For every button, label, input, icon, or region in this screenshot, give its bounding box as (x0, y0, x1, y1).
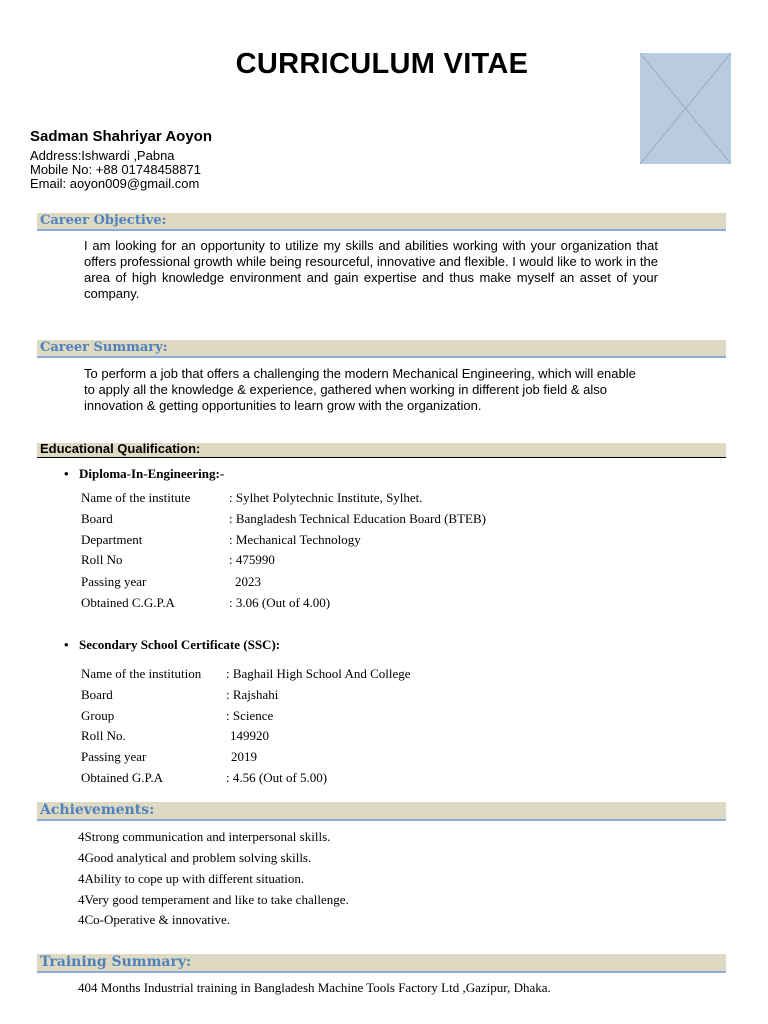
profile-photo (640, 53, 731, 164)
bullet-icon: • (64, 637, 69, 652)
row-label: Board (81, 687, 113, 702)
career-objective-text: I am looking for an opportunity to utilize my skills and abilities working with your organization that offers professional growth while being resourceful, innovative and flexible. I would like to work in the area of high knowledge environment and gain expertise and thus make myself an asset of your company. (84, 238, 658, 301)
row-label: Roll No (81, 552, 123, 567)
row-value: : Sylhet Polytechnic Institute, Sylhet. (229, 490, 423, 505)
row-label: Group (81, 708, 115, 723)
training-header (37, 954, 726, 973)
row-value: : Mechanical Technology (229, 532, 361, 547)
row-value: 2019 (231, 749, 257, 764)
row-label: Passing year (81, 749, 147, 764)
row-label: Obtained C.G.P.A (81, 595, 175, 610)
page-title: CURRICULUM VITAE (235, 48, 529, 80)
diploma-title (64, 466, 224, 482)
career-summary-line: innovation & getting opportunities to learn grow with the organization. (84, 398, 482, 413)
education-header (37, 443, 726, 458)
row-value: 149920 (230, 728, 269, 743)
achievement-item: 4Ability to cope up with different situation. (78, 871, 305, 886)
row-label: Obtained G.P.A (81, 770, 163, 785)
career-objective-header (37, 213, 726, 231)
career-summary-header (37, 340, 726, 358)
achievements-header (37, 802, 726, 821)
achievement-item: 4Strong communication and interpersonal skills. (78, 829, 331, 844)
row-label: Roll No. (81, 728, 126, 743)
address-line: Address:Ishwardi ,Pabna (30, 148, 175, 163)
row-value: : 3.06 (Out of 4.00) (229, 595, 331, 610)
achievements-heading: Achievements: (40, 802, 155, 818)
candidate-name: Sadman Shahriyar Aoyon (30, 128, 212, 145)
row-value: : Baghail High School And College (226, 666, 411, 681)
diploma-title-text: Diploma-In-Engineering:- (79, 466, 225, 481)
row-value: : 4.56 (Out of 5.00) (226, 770, 328, 785)
career-summary-line: to apply all the knowledge & experience, gathered when working in different job field & also (84, 382, 607, 397)
row-label: Board (81, 511, 113, 526)
training-item: 404 Months Industrial training in Bangladesh Machine Tools Factory Ltd ,Gazipur, Dhaka. (78, 980, 551, 995)
career-objective-heading: Career Objective: (40, 213, 167, 228)
training-heading: Training Summary: (40, 954, 192, 970)
bullet-icon: • (64, 466, 69, 481)
email-line: Email: aoyon009@gmail.com (30, 176, 200, 191)
mobile-line: Mobile No: +88 01748458871 (30, 162, 201, 177)
ssc-title-text: Secondary School Certificate (SSC): (79, 637, 281, 652)
ssc-title (64, 637, 280, 653)
row-value: 2023 (235, 574, 261, 589)
education-heading: Educational Qualification: (40, 441, 201, 456)
career-summary-heading: Career Summary: (40, 340, 168, 355)
row-label: Department (81, 532, 143, 547)
row-label: Passing year (81, 574, 147, 589)
achievement-item: 4Co-Operative & innovative. (78, 912, 230, 927)
achievement-item: 4Good analytical and problem solving skills. (78, 850, 312, 865)
career-summary-line: To perform a job that offers a challenging the modern Mechanical Engineering, which will enable (84, 366, 636, 381)
row-value: : 475990 (229, 552, 275, 567)
row-label: Name of the institute (81, 490, 191, 505)
achievement-item: 4Very good temperament and like to take challenge. (78, 892, 349, 907)
row-value: : Science (226, 708, 274, 723)
row-value: : Bangladesh Technical Education Board (BTEB) (229, 511, 486, 526)
row-value: : Rajshahi (226, 687, 279, 702)
row-label: Name of the institution (81, 666, 202, 681)
career-summary-text (84, 366, 658, 414)
